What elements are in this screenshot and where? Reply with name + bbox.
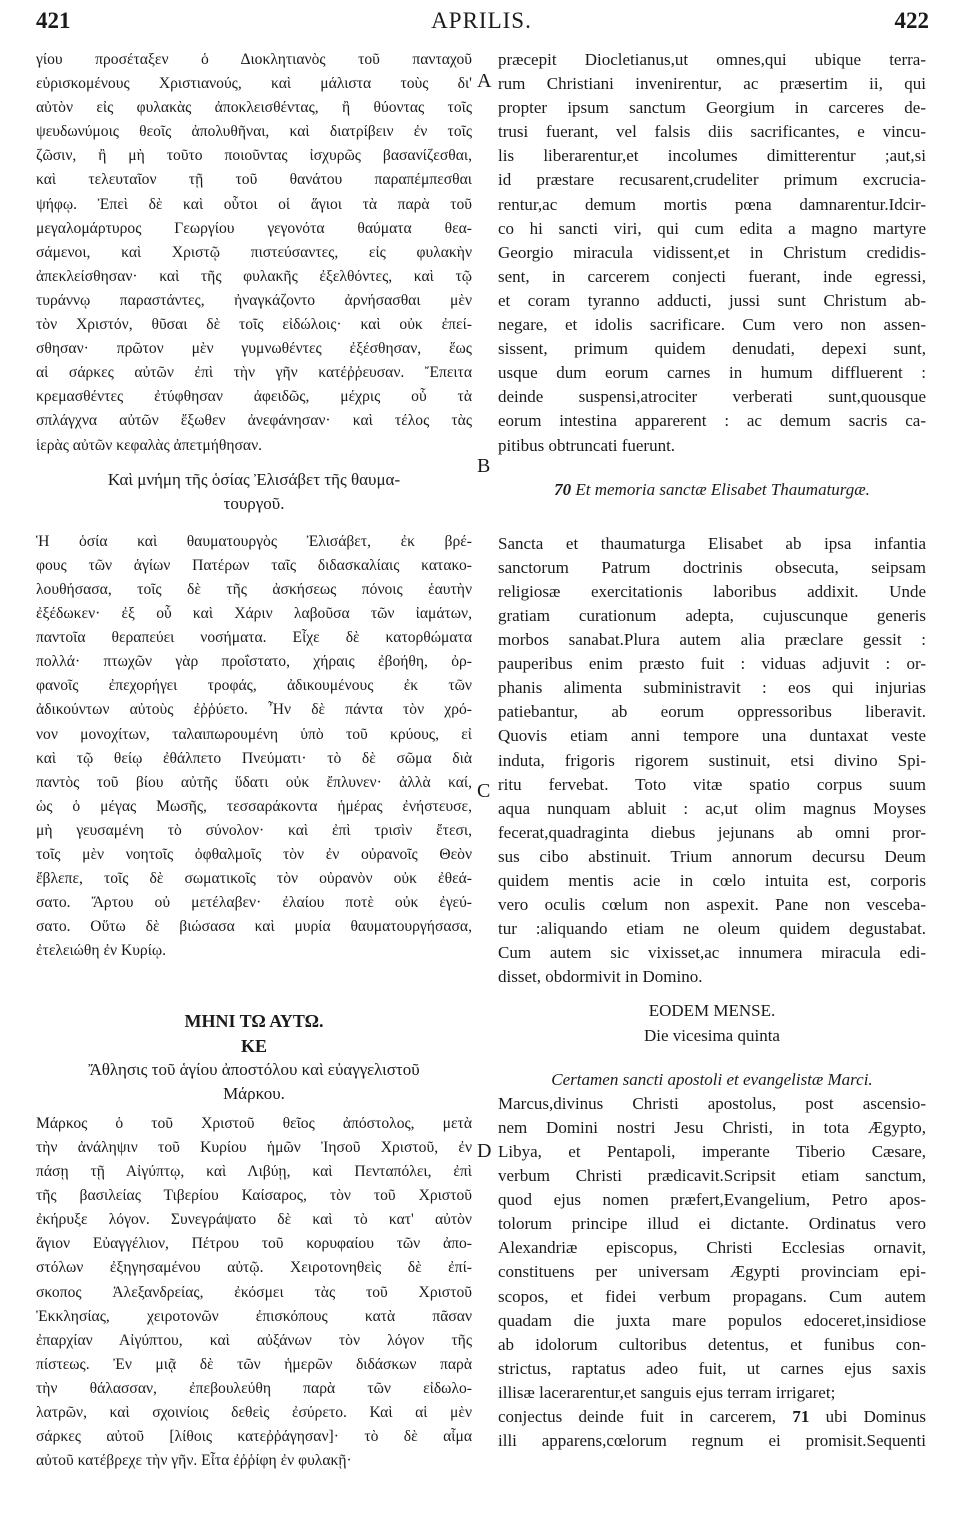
latin-text-line: illisæ lacerarentur,et sanguis ejus terram irrigaret;: [498, 1382, 836, 1402]
greek-text-line: σάρκες αὐτοῦ [λίθοις κατεῤῥάγησαν]· τὸ δὲ αἷμα: [36, 1428, 472, 1446]
greek-text-line: ἀδικούντων αὐτοὺς ἐῤῥύετο. Ἦν δὲ πάντα τὸν χρό-: [36, 701, 472, 719]
latin-paragraph-marcus: [498, 1092, 926, 1405]
margin-marker-c: C: [477, 780, 491, 802]
greek-text-line: νον μονοχίτων, ταλαιπωρουμένη ὑπὸ τοῦ κρύους, εἰ: [36, 725, 472, 743]
greek-text-line: λουθήσασα, τοῖς δὲ τῆς ἀσκήσεως πόνοις ἑαυτὴν: [36, 580, 472, 598]
latin-month-heading: EODEM MENSE.: [648, 1001, 776, 1021]
latin-text-line: induta, frigoris rigorem sustinuit, etsi divino Spi-: [498, 750, 926, 770]
latin-text-line: quidem mentis acie in cœlo intuita est, corporis: [498, 871, 926, 890]
greek-text-line: εὑρισκομένους Χριστιανούς, καὶ μάλιστα τοὺς δι': [36, 75, 472, 93]
greek-paragraph-elisabet: [36, 530, 472, 964]
latin-text-line: Sancta et thaumaturga Elisabet ab ipsa infantia: [498, 533, 926, 553]
greek-text-line: σατο. Ἄρτου οὐ μετέλαβεν· ἐλαίου ποτὲ οὐκ ἐγεύ-: [36, 894, 472, 912]
greek-text-line: ἐκήρυξε λόγον. Συνεγράψατο δὲ καὶ τὸ κατ' αὐτὸν: [36, 1211, 472, 1229]
latin-text-line: propter ipsum sanctum Georgium in carceres de-: [498, 98, 926, 118]
greek-text-line: πίστεως. Ἐν μιᾷ δὲ τῶν ἡμερῶν διδάσκων παρὰ: [36, 1355, 472, 1373]
greek-text-line: μὴ γευσαμένη τὸ σύνολον· καὶ ἐπὶ τρισὶν ἔτεσι,: [36, 821, 472, 839]
greek-text-line: Ἡ ὁσία καὶ θαυματουργὸς Ἐλισάβετ, ἐκ βρέ-: [36, 532, 472, 550]
latin-text-line: usque dum eorum carnes in humum diffluerent :: [498, 363, 926, 383]
latin-text-line: ritu fervebat. Toto vitæ spatio corpus suum: [498, 774, 926, 794]
latin-text-line: sissent, primum quidem denudati, depexi sunt,: [498, 339, 926, 359]
latin-text-line: et coram tyranno adducti, jussi sunt Christum ab-: [498, 290, 926, 310]
greek-text-line: ἅγιον Εὐαγγέλιον, Πέτρου τοῦ κορυφαίου τῶν ἀπο-: [36, 1235, 472, 1253]
latin-text-line: quod ejus nomen præfert,Evangelium, Petro apos-: [498, 1190, 926, 1210]
latin-text-line: co hi sancti viri, qui cum edita a magno martyre: [498, 218, 926, 238]
latin-text-line: Marcus,divinus Christi apostolus, post ascensio-: [498, 1093, 926, 1113]
greek-text-line: ἐξέδωκεν· ἐξ οὗ καὶ Χάριν λαβοῦσα τῶν ἰαμάτων,: [36, 605, 472, 623]
greek-text-line: ἐτελειώθη ἐν Κυρίῳ.: [36, 942, 167, 960]
latin-text-line: nem Domini nostri Jesu Christi, in tota Ægypto,: [498, 1117, 926, 1137]
latin-text-line: pauperibus enim præsto fuit : viduas adjuvit : or-: [498, 654, 926, 674]
greek-paragraph-martyrs: [36, 48, 472, 458]
section-number: 71: [792, 1406, 810, 1426]
memoria-text: Et memoria sanctæ Elisabet Thaumaturgæ.: [575, 479, 870, 499]
greek-text-line: γίου προσέταξεν ὁ Διοκλητιανὸς τοῦ πανταχοῦ: [36, 51, 472, 68]
margin-marker-a: A: [477, 70, 492, 92]
greek-text-line: σπλάγχνα αὐτῶν ἔξωθεν ἀνεφάνησαν· καὶ τέλος τὰς: [36, 412, 472, 430]
running-title: APRILIS.: [431, 8, 532, 33]
latin-text-line: fecerat,quadraginta diebus jejunans ab omni pror-: [498, 822, 926, 842]
page-number-right: 422: [894, 8, 929, 33]
margin-marker-d: D: [477, 1140, 492, 1162]
greek-month-heading: ΜΗΝΙ ΤΩ ΑΥΤΩ.: [184, 1011, 324, 1032]
greek-text-line: τὸν Χριστόν, θῦσαι δὲ τοῖς εἰδώλοις· καὶ οὐκ ἐπεί-: [36, 316, 472, 334]
latin-text-line: scopos, et fidei verbum propagans. Cum autem: [498, 1286, 926, 1306]
greek-text-line: τὴν ἀνάληψιν τοῦ Κυρίου ἡμῶν Ἰησοῦ Χριστοῦ, ἐν: [36, 1138, 472, 1156]
greek-text-line: στόλων ἐξηγησαμένου αὐτῷ. Χειροτονηθεὶς δὲ ἐπί-: [36, 1259, 472, 1277]
greek-text-line: πάσῃ τῇ Αἰγύπτῳ, καὶ Λιβύῃ, καὶ Πενταπόλει, ἐπὶ: [36, 1163, 472, 1181]
latin-text-line: sanctorum Patrum doctrinis obsecuta, seipsam: [498, 557, 926, 577]
greek-text-line: ἔβλεπε, τοῖς δὲ σωματικοῖς τὸν οὐρανὸν οὐκ ἐθεά-: [36, 870, 472, 888]
greek-text-line: τοῖς μὲν νοητοῖς ὀφθαλμοῖς τὸν ἐν οὐρανοῖς Θεὸν: [36, 846, 472, 863]
greek-text-line: τυράννῳ παραστάντες, ἠναγκάζοντο ἀρνήσασθαι μὲν: [36, 291, 472, 309]
greek-text-line: ὡς ὁ μέγας Μωσῆς, τεσσαράκοντα ἡμέρας ἐνήστευσε,: [36, 797, 472, 815]
greek-text-line: Μάρκος ὁ τοῦ Χριστοῦ θεῖος ἀπόστολος, μετὰ: [36, 1114, 472, 1132]
latin-text-line: deinde suspensi,atrociter verberati sunt,quousque: [498, 387, 926, 407]
greek-text-line: ἐπαρχίαν Αἰγύπτου, καὶ αὐξάνων τὸν λόγον τῆς: [36, 1331, 472, 1349]
greek-memoria-heading-2: τουργοῦ.: [223, 493, 285, 513]
greek-text-line: ζῶσιν, ἢ μὴ τοῦτο ποιοῦντας ἰσχυρῶς βασανίζεσθαι,: [36, 147, 472, 165]
greek-text-line: μεγαλομάρτυρος Γεωργίου γεγονότα θαύματα θεα-: [36, 219, 472, 237]
greek-text-line: σατο. Οὕτω δὲ βιώσασα καὶ μυρία θαυματουργήσασα,: [36, 918, 472, 936]
greek-text-line: φους τῶν ἁγίων Πατέρων ταῖς διδασκαλίαις κατακο-: [36, 556, 472, 574]
latin-text-line: Georgio miracula vidissent,et in Christum credidis-: [498, 242, 926, 262]
greek-paragraph-marcus: [36, 1112, 472, 1473]
latin-text-line: constituens per universam Ægypti provinciam epi-: [498, 1262, 926, 1282]
latin-text-line: tolorum principe illud ei dictante. Ordinatus vero: [498, 1214, 926, 1234]
latin-memoria-heading: [498, 478, 926, 502]
greek-memoria-heading-1: Καὶ μνήμη τῆς ὁσίας Ἐλισάβετ τῆς θαυμα-: [107, 469, 401, 489]
latin-text-line: vero oculis cœlum non aspexit. Pane non vesceba-: [498, 895, 926, 915]
latin-text-line: verbum Christi prædicavit.Scripsit etiam sanctum,: [498, 1166, 926, 1186]
page-header: [0, 8, 963, 44]
latin-text-line: Libya, et Pentapoli, imperante Tiberio Cæsare,: [498, 1141, 926, 1161]
greek-text-line: σάμενοι, καὶ Χριστῷ πιστεύσαντες, εἰς φυλακὴν: [36, 243, 472, 261]
latin-text-line: negare, et idolis sacrificare. Cum vero non assen-: [498, 315, 926, 335]
greek-text-line: λατρῶν, καὶ σχοινίοις δεθεὶς ἐσύρετο. Καὶ αἱ μὲν: [36, 1403, 472, 1421]
greek-text-line: σθησαν· πρῶτον μὲν γυμνωθέντες ἐξέσθησαν, ἕως: [36, 340, 472, 358]
greek-text-line: φανοῖς ἐπεχορήγει τροφάς, ἀδικουμένους ἐκ τῶν: [36, 677, 472, 695]
margin-marker-b: B: [477, 455, 491, 477]
greek-text-line: αὐτὸν εἰς φυλακὰς ἀποκλεισθέντας, ἢ θύοντας τοῖς: [36, 99, 472, 117]
greek-text-line: ἱερὰς αὐτῶν κεφαλὰς ἀπετμήθησαν.: [36, 436, 263, 454]
greek-text-line: αὐτοῦ κατέβρεχε τὴν γῆν. Εἶτα ἐῤῥίφη ἐν φυλακῇ·: [36, 1452, 352, 1470]
greek-text-line: Ἐκκλησίας, χειροτονῶν ἐπισκόπους κατὰ πᾶσαν: [36, 1307, 472, 1325]
latin-text-line: religiosæ exercitationis laboribus addixit. Unde: [498, 581, 926, 601]
greek-text-line: παντὸς τοῦ βίου αὐτῆς ὕδατι οὐκ ἔπλυνεν· ἀλλὰ καί,: [36, 773, 472, 791]
greek-text-line: καὶ τῷ θείῳ ἐθάλπετο Πνεύματι· τὸ δὲ σῶμα διὰ: [36, 749, 472, 767]
greek-text-line: τῆς βασιλείας Τιβερίου Καίσαρος, τὸν τοῦ Χριστοῦ: [36, 1187, 472, 1205]
latin-text-line: gratiam curationum adepta, cujuscunque generis: [498, 605, 926, 625]
greek-text-line: κρεμασθέντες ἐτύφθησαν ἀφειδῶς, μέχρις οὗ τὰ: [36, 388, 472, 406]
latin-text-line: præcepit Diocletianus,ut omnes,qui ubique terra-: [498, 50, 926, 69]
latin-text-line: patiebantur, ab eorum oppressoribus liberavit.: [498, 702, 926, 722]
greek-text-line: πολλά· πτωχῶν γὰρ προΐστατο, χήραις ἐβοήθη, ὀρ-: [36, 653, 472, 671]
latin-paragraph-martyrs: [498, 48, 926, 458]
latin-text-line: morbos sanabat.Plura autem alia præclare gessit :: [498, 630, 926, 650]
latin-text-line: strictus, raptatus adeo fuit, ut carnes ejus saxis: [498, 1358, 926, 1378]
latin-text-line: id præstare recusarent,crudeliter primum excrucia-: [498, 170, 926, 190]
latin-text-line: lis liberarentur,et incolumes dimitterentur ;aut,si: [498, 146, 926, 166]
latin-text-line: rentur,ac demum mortis pœna damnarentur.Idcir-: [498, 194, 926, 214]
latin-text-line: sent, in carcerem conjecti fuerant, inde egressi,: [498, 266, 926, 286]
greek-text-line: τὴν θάλασσαν, ἐπεβουλεύθη παρὰ τῶν εἰδωλο-: [36, 1379, 472, 1397]
greek-text-line: ψήφῳ. Ἐπεὶ δὲ καὶ οὗτοι οἱ ἅγιοι τὰ παρὰ τοῦ: [36, 195, 472, 213]
latin-text-line: Cum autem sic vixisset,ac innumera miracula edi-: [498, 943, 926, 963]
latin-text-line: ab idolorum cultoribus detentus, et funibus con-: [498, 1334, 926, 1354]
greek-column: [36, 48, 472, 1473]
greek-text-line: ψευδωνύμοις θεοῖς ἀπολυθῆναι, καὶ διατρίβειν ἐν τοῖς: [36, 123, 472, 141]
latin-text-line: conjectus deinde fuit in carcerem, 71 ubi Dominus: [498, 1406, 926, 1426]
latin-text-line: sus cibo abstinuit. Trium annorum decursu Deum: [498, 846, 926, 866]
latin-text-line: eorum intestina apparerent : ac demum sacris ca-: [498, 411, 926, 431]
latin-text-line: illi apparens,cœlorum regnum ei promisit.Sequenti: [498, 1431, 926, 1451]
latin-text-line: quadam die juxta mare populos edoceret,insidiose: [498, 1310, 926, 1330]
latin-text-line: Quovis etiam anni tempore una duntaxat veste: [498, 726, 926, 746]
latin-paragraph-elisabet: [498, 532, 926, 990]
memoria-number: 70: [554, 479, 572, 499]
latin-text-line: aqua nunquam abluit : ac,ut olim magnus Moyses: [498, 798, 926, 818]
latin-column: [498, 48, 926, 1453]
greek-text-line: σκοπος Ἀλεξανδρείας, ἐκόσμει τὰς τοῦ Χριστοῦ: [36, 1283, 472, 1301]
latin-text-line: disset, obdormivit in Domino.: [498, 967, 703, 987]
greek-day-heading: ΚΕ: [240, 1035, 267, 1056]
latin-text-line: tur :aliquando etiam ne oleum quidem degustabat.: [498, 919, 926, 939]
greek-title-2: Μάρκου.: [223, 1083, 285, 1103]
latin-day-heading: Die vicesima quinta: [644, 1025, 780, 1045]
latin-text-line: rum Christiani invenirentur, ac præsertim ii, qui: [498, 74, 926, 94]
latin-title: Certamen sancti apostoli et evangelistæ Marci.: [551, 1069, 873, 1089]
greek-text-line: αἱ σάρκες αὐτῶν ἐπὶ τὴν γῆν κατέῤῥευσαν. Ἔπειτα: [36, 364, 472, 382]
latin-text-line: pitibus obtruncati fuerunt.: [498, 435, 676, 455]
latin-text-line: phanis alimenta subministravit : eos qui injurias: [498, 678, 926, 698]
page-number-left: 421: [36, 8, 71, 33]
latin-text-line: Alexandriæ episcopus, Christi Ecclesias ornavit,: [498, 1238, 926, 1258]
greek-title-1: Ἄθλησις τοῦ ἁγίου ἀποστόλου καὶ εὐαγγελιστοῦ: [88, 1059, 420, 1079]
greek-text-line: ἀπεκλείσθησαν· καὶ τῆς φυλακῆς ἐξελθόντες, καὶ τῷ: [36, 267, 472, 285]
greek-text-line: καὶ τελευταῖον τῇ τοῦ θανάτου παραπέμπεσθαι: [36, 171, 472, 189]
greek-text-line: παντοῖα θεραπεύει νοσήματα. Εἶχε δὲ κατορθώματα: [36, 629, 472, 647]
latin-text-line: trusi fuerant, vel falsis diis sacrificantes, e vincu-: [498, 122, 926, 142]
